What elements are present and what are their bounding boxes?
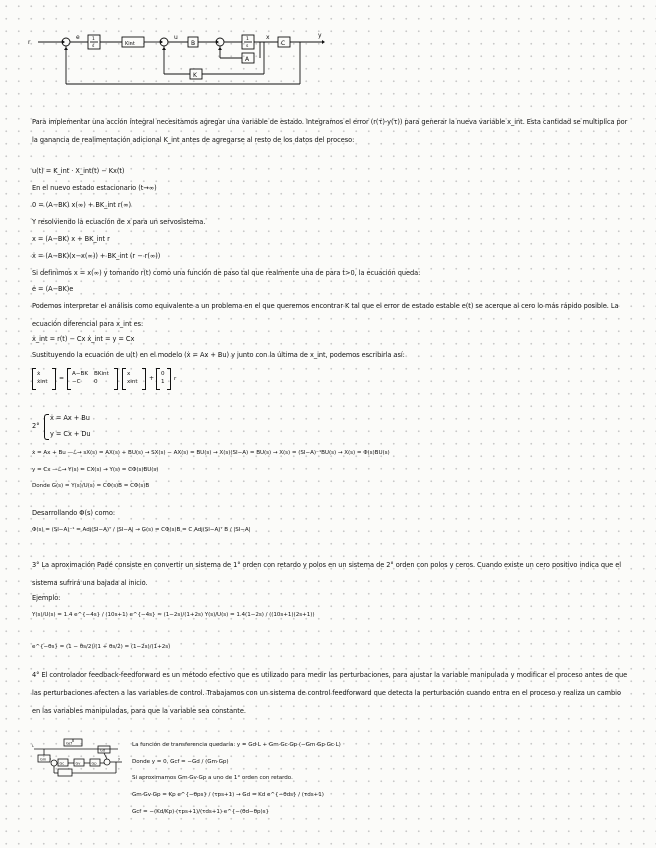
ff-approximation-text: Si aproximamos Gm·Gv·Gp a uno de 1° orden con retardo. <box>132 775 293 781</box>
svg-text:1: 1 <box>92 37 95 42</box>
svg-text:s: s <box>246 44 249 49</box>
diagram-label-l: L <box>32 744 35 748</box>
servo-equation: x = (A−BK) x + BK_int r <box>32 235 110 243</box>
diagram-label-kint: Kint <box>125 41 135 47</box>
step-definition-text: Si definimos x = x(∞) y tomando r(t) como una función de paso tal que realmente una de para t>0, la ecuación queda: <box>32 269 421 277</box>
diagram-label-b: B <box>191 40 196 47</box>
diagram-label-u: u <box>174 34 178 41</box>
diagram-label-gp: Gp <box>91 761 97 766</box>
ff-first-order-equation: Gm·Gv·Gp = Kp e^{−θps} / (τps+1) → Gd = Kd e^{−θds} / (τds+1) <box>132 792 324 798</box>
pade-example-equation: Y(s)/U(s) = 1.4 e^{−4s} / (10s+1) e^{−4s} ≈ (1−2s)/(1+2s) Y(s)/U(s) = 1.4(1−2s) / ((10s+1)(2s+1)) <box>32 612 315 618</box>
output-equation: y = Cx + Du <box>50 430 91 438</box>
diagram-label-e: e <box>76 34 80 41</box>
laplace-output-chain: y = Cx —ℒ→ Y(s) = CX(s) → Y(s) = CΦ(s)BU(s) <box>32 467 159 473</box>
section2-number: 2° <box>32 422 40 430</box>
ff-controller-equation: Donde y = 0, Gcf = −Gd / (Gm·Gp) <box>132 759 229 765</box>
example-label: Ejemplo: <box>32 594 61 602</box>
integral-action-paragraph: Para implementar una acción integral necesitamos agregar una variable de estado. Integramos el error (r(τ)-y(τ)) para generar la nueva variable x_int. Esta cantidad se multiplica por la ganancia de realimentación adicional K_int antes de agregarse al resto de los datos del proceso: <box>32 118 628 144</box>
diagram-label-a: A <box>245 56 250 63</box>
transfer-function-definition: Donde G(s) = Y(s)/U(s) = CΦ(s)B = CΦ(s)B <box>32 483 150 489</box>
diagram-label-gm: Gm <box>40 757 47 762</box>
feedforward-paragraph: 4° El controlador feedback-feedforward es un método efectivo que es utilizado para medir las perturbaciones, para ajustar la variable manipulada y modificar el proceso antes de que las perturbaciones afecten a las variables de control. Trabajamos con un sistema de control feedforward que detecta la perturbación cuando entra en el proceso y realiza un cambio en las variables manipuladas, para que la variable sea constante. <box>32 671 628 715</box>
diagram-label-gc: Gc <box>59 761 65 766</box>
diagram-label-gv: Gv <box>75 761 81 766</box>
steady-state-text: En el nuevo estado estacionario (t→∞) <box>32 184 157 192</box>
section2-brace <box>44 414 49 440</box>
feedforward-diagram <box>32 737 124 777</box>
diagram-label-gcf: Gcf <box>66 741 73 746</box>
state-feedback-diagram <box>24 22 354 90</box>
steady-state-equation: 0 = (A−BK) x(∞) + BK_int r(∞) <box>32 201 132 209</box>
diagram-label-y: y <box>318 32 322 39</box>
error-equation: ė = (A−BK)e <box>32 285 74 293</box>
diagram-label-x: x <box>266 34 270 41</box>
xint-equation: ẋ_int = r(t) − Cx ẋ_int = y = Cx <box>32 335 135 343</box>
phi-equation: Φ(s) = (SI−A)⁻¹ = Adj(SI−A)ᵀ / |SI−A| → G(s) = CΦ(s)B = C Adj(SI−A)ᵀ B / |SI−A| <box>32 527 251 533</box>
pade-approximation-equation: e^{−θs} = (1 − θs/2)/(1 + θs/2) = (1−2s)/(1+2s) <box>32 644 171 650</box>
augmented-state-matrix: ẋ ẋint = A−BK −C BKint 0 x xint + 0 1 r <box>32 368 192 392</box>
svg-text:1: 1 <box>246 37 249 42</box>
laplace-state-chain: ẋ = Ax + Bu —ℒ→ sX(s) = AX(s) + BU(s) → SX(s) − AX(s) = BU(s) → X(s)(SI−A) = BU(s) → X(s) = (SI−A)⁻¹BU(s) → X(s) = Φ(s)BU(s) <box>32 450 390 456</box>
control-law-equation: u(t) = K_int · X_int(t) − Kx(t) <box>32 167 125 175</box>
phi-development-text: Desarrollando Φ(s) como: <box>32 509 116 517</box>
state-equation: ẋ = Ax + Bu <box>50 414 90 422</box>
ff-transfer-function: La función de transferencia quedaría: y = Gd·L + Gm·Gc·Gp·(−Gm·Gp·Gc·L) <box>132 742 341 748</box>
diagram-label-c: C <box>281 40 286 47</box>
diagram-label-k: K <box>193 72 197 79</box>
ff-gcf-result: Gcf = −(Kd/Kp)·(τps+1)/(τds+1)·e^{−(θd−θp)s} <box>132 809 269 815</box>
pade-paragraph: 3° La aproximación Padé consiste en convertir un sistema de 1° orden con retardo y polos en un sistema de 2° orden con polos y ceros. Cuando existe un cero positivo indica que el sistema sufrirá una bajada al inicio. <box>32 561 621 587</box>
svg-text:s: s <box>92 44 95 49</box>
error-dynamics-equation: ẋ = (A−BK)(x−x(∞)) + BK_int (r − r(∞)) <box>32 252 161 260</box>
diagram-label-gd: Gd <box>100 748 106 753</box>
servo-text: Y resolviendo la ecuación de x para un servosistema. <box>32 218 206 226</box>
interpretation-paragraph: Podemos interpretar el análisis como equivalente a un problema en el que queremos encontrar K tal que el error de estado estable e(t) se acerque al cero lo más rápido posible. La ecuación diferencial para x_int es: <box>32 302 619 328</box>
diagram-label-y-out: y <box>118 757 121 761</box>
diagram-label-r: r <box>28 39 31 46</box>
substitution-text: Sustituyendo la ecuación de u(t) en el modelo (ẋ = Ax + Bu) y junto con la última de x_int, podemos escribirla así: <box>32 351 405 359</box>
